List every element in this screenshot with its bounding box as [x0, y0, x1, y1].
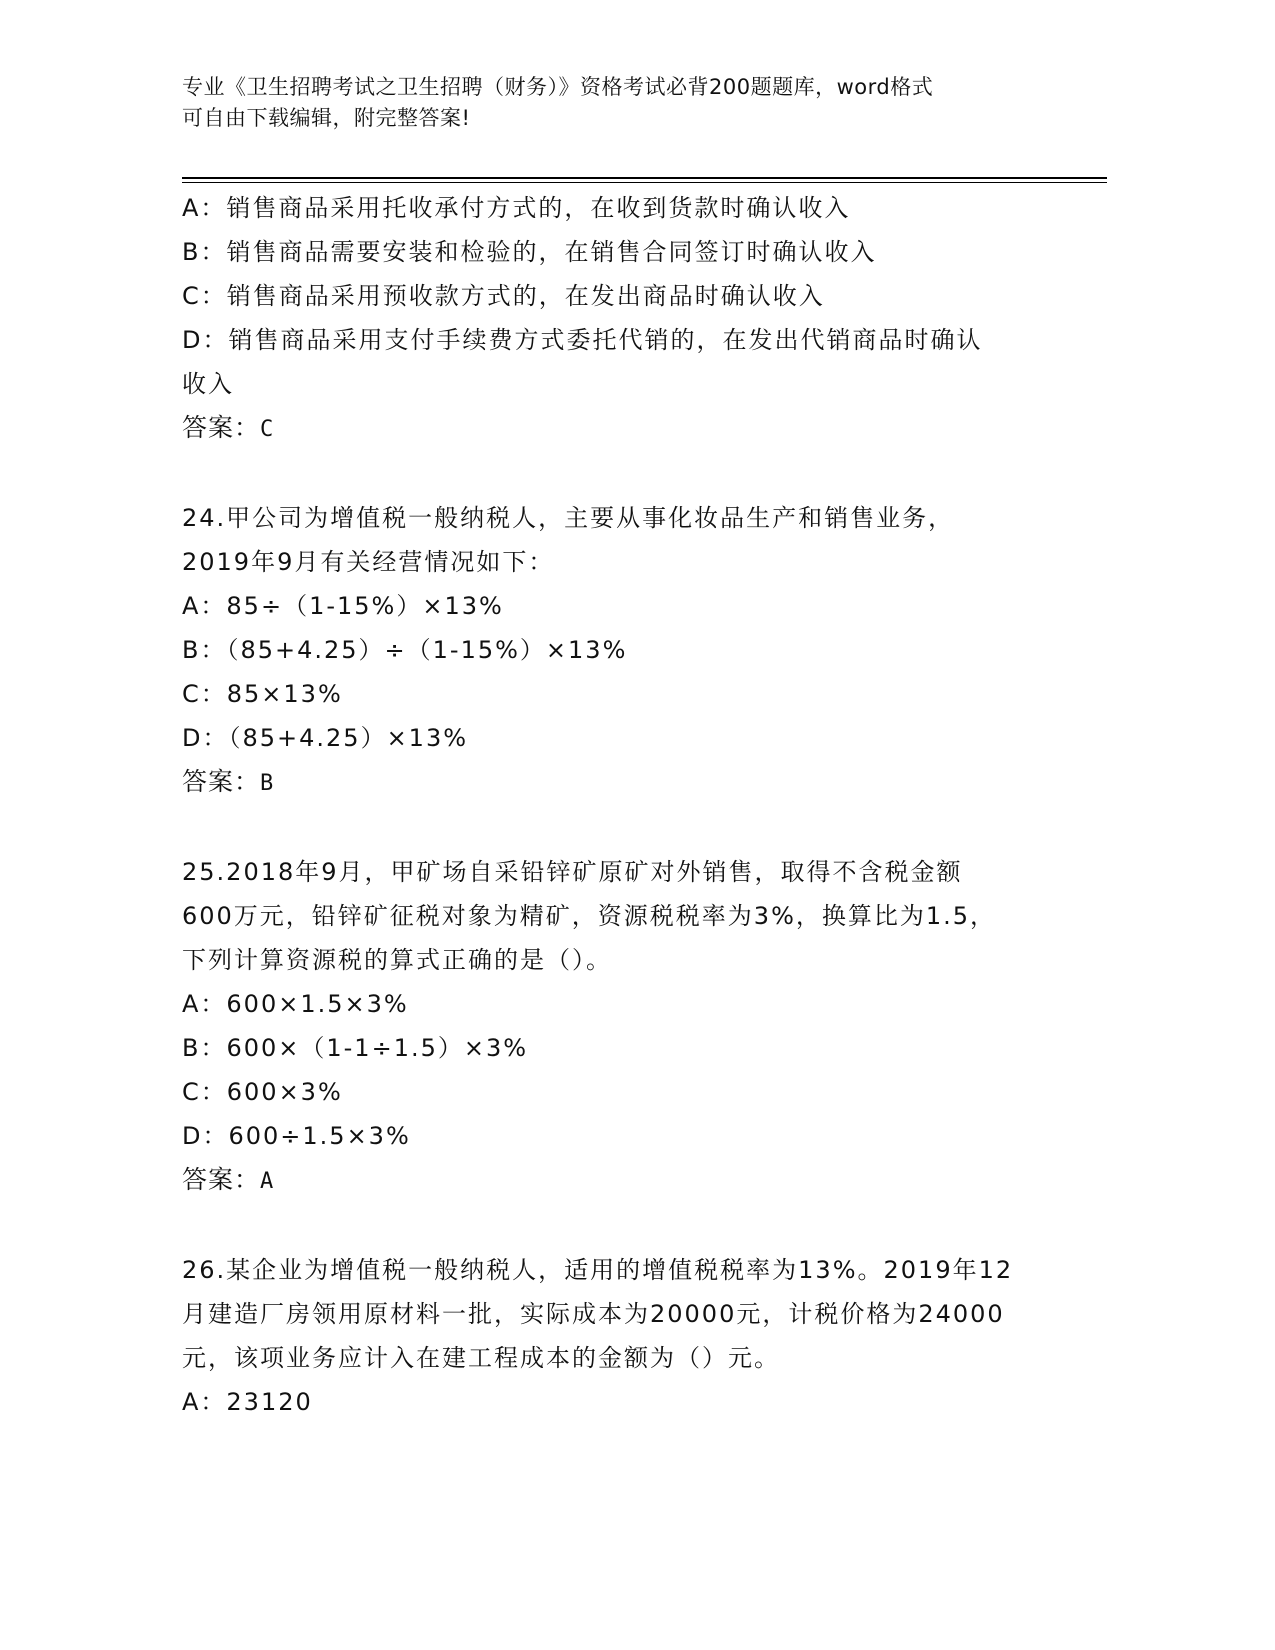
option-b: B：销售商品需要安装和检验的，在销售合同签订时确认收入 — [182, 238, 877, 266]
option-b: B：（85+4.25）÷（1-15%）×13% — [182, 636, 628, 664]
option-c: C：销售商品采用预收款方式的，在发出商品时确认收入 — [182, 282, 825, 310]
option-b: B：600×（1-1÷1.5）×3% — [182, 1034, 529, 1062]
question-stem-line: 元，该项业务应计入在建工程成本的金额为（）元。 — [182, 1344, 780, 1372]
header-divider-thin — [182, 182, 1107, 183]
question-24 — [182, 496, 1062, 806]
question-list — [182, 186, 1062, 1424]
option-c: C：85×13% — [182, 680, 343, 708]
question-26 — [182, 1248, 1062, 1424]
question-stem-line: 24.甲公司为增值税一般纳税人，主要从事化妆品生产和销售业务， — [182, 504, 955, 532]
option-d: D：600÷1.5×3% — [182, 1122, 411, 1150]
option-a: A：600×1.5×3% — [182, 990, 409, 1018]
question-23 — [182, 186, 1062, 452]
answer-line — [182, 406, 1062, 452]
answer-line — [182, 1158, 1062, 1204]
answer-value: A — [260, 1169, 275, 1194]
answer-label: 答案： — [182, 414, 261, 442]
option-a: A：销售商品采用托收承付方式的，在收到货款时确认收入 — [182, 194, 851, 222]
header-title-line-1: 专业《卫生招聘考试之卫生招聘（财务）》资格考试必背200题题库，word格式 — [182, 75, 934, 99]
question-stem-line: 月建造厂房领用原材料一批，实际成本为20000元，计税价格为24000 — [182, 1300, 1005, 1328]
question-stem-line: 26.某企业为增值税一般纳税人，适用的增值税税率为13%。2019年12 — [182, 1256, 1014, 1284]
answer-line — [182, 760, 1062, 806]
answer-label: 答案： — [182, 768, 261, 796]
option-d-continued: 收入 — [182, 370, 234, 398]
option-d: D：（85+4.25）×13% — [182, 724, 469, 752]
option-a: A：23120 — [182, 1388, 313, 1416]
question-stem-line: 2019年9月有关经营情况如下： — [182, 548, 555, 576]
answer-label: 答案： — [182, 1166, 261, 1194]
answer-value: B — [260, 771, 275, 796]
question-stem-line: 下列计算资源税的算式正确的是（）。 — [182, 946, 612, 974]
header-title-line-2: 可自由下载编辑，附完整答案! — [182, 106, 471, 130]
question-stem-line: 25.2018年9月，甲矿场自采铅锌矿原矿对外销售，取得不含税金额 — [182, 858, 963, 886]
option-c: C：600×3% — [182, 1078, 343, 1106]
option-d: D：销售商品采用支付手续费方式委托代销的，在发出代销商品时确认 — [182, 326, 983, 354]
option-a: A：85÷（1-15%）×13% — [182, 592, 504, 620]
header-divider-thick — [182, 177, 1107, 179]
document-header — [182, 72, 1062, 134]
answer-value: C — [260, 417, 275, 442]
question-stem-line: 600万元，铅锌矿征税对象为精矿，资源税税率为3%，换算比为1.5， — [182, 902, 997, 930]
question-25 — [182, 850, 1062, 1204]
